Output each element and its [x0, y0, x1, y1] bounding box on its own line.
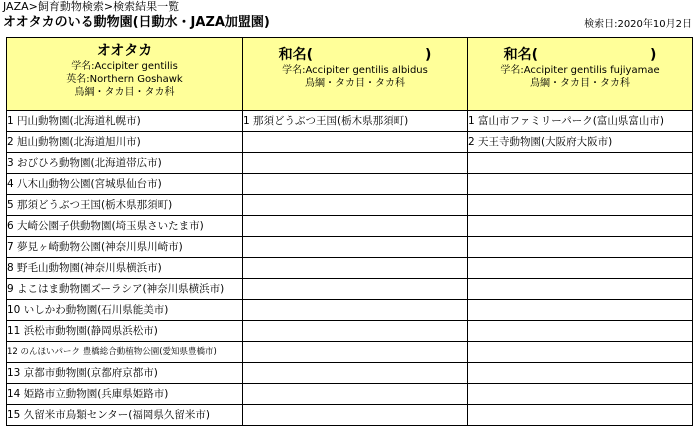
search-date: 検索日:2020年10月2日 — [584, 19, 692, 30]
taxonomy: 鳥綱・タカ目・タカ科 — [74, 87, 175, 98]
zoo-cell — [468, 321, 693, 342]
zoo-cell: 1 那須どうぶつ王国(栃木県那須町) — [243, 111, 468, 132]
zoo-cell — [243, 300, 468, 321]
zoo-cell — [243, 363, 468, 384]
subspecies-name: 和名( ) — [503, 47, 657, 63]
table-row — [7, 258, 693, 279]
zoo-cell — [243, 195, 468, 216]
zoo-cell: 8 野毛山動物園(神奈川県横浜市) — [7, 258, 243, 279]
zoo-cell: 5 那須どうぶつ王国(栃木県那須町) — [7, 195, 243, 216]
zoo-cell: 13 京都市動物園(京都府京都市) — [7, 363, 243, 384]
zoo-cell — [468, 195, 693, 216]
zoo-cell — [468, 174, 693, 195]
scientific-name: 学名:Accipiter gentilis albidus — [282, 65, 428, 76]
table-row — [7, 279, 693, 300]
table-row — [7, 321, 693, 342]
zoo-cell — [243, 258, 468, 279]
table-row — [7, 195, 693, 216]
subspecies-name: 和名( ) — [278, 47, 432, 63]
zoo-cell — [468, 216, 693, 237]
zoo-cell: 3 おびひろ動物園(北海道帯広市) — [7, 153, 243, 174]
zoo-cell — [468, 279, 693, 300]
zoo-cell: 2 旭山動物園(北海道旭川市) — [7, 132, 243, 153]
table-row — [7, 405, 693, 426]
breadcrumb[interactable]: JAZA>飼育動物検索>検索結果一覧 — [3, 0, 180, 13]
zoo-cell: 1 富山市ファミリーパーク(富山県富山市) — [468, 111, 693, 132]
zoo-cell: 2 天王寺動物園(大阪府大阪市) — [468, 132, 693, 153]
table-row — [7, 174, 693, 195]
zoo-cell — [468, 258, 693, 279]
zoo-cell — [243, 216, 468, 237]
header-row — [7, 38, 693, 111]
table-row — [7, 153, 693, 174]
zoo-cell — [243, 237, 468, 258]
table-row — [7, 384, 693, 405]
zoo-cell: 9 よこはま動物園ズーラシア(神奈川県横浜市) — [7, 279, 243, 300]
zoo-cell: 6 大崎公園子供動物園(埼玉県さいたま市) — [7, 216, 243, 237]
column-header-subspecies-fujiyamae — [468, 38, 693, 111]
zoo-cell — [468, 237, 693, 258]
table-row — [7, 300, 693, 321]
species-name: オオタカ — [96, 43, 153, 59]
zoo-cell — [468, 153, 693, 174]
column-header-subspecies-albidus — [243, 38, 468, 111]
zoo-cell — [243, 174, 468, 195]
zoo-cell — [243, 279, 468, 300]
zoo-cell: 14 姫路市立動物園(兵庫県姫路市) — [7, 384, 243, 405]
scientific-name: 学名:Accipiter gentilis fujiyamae — [500, 65, 660, 76]
zoo-cell: 7 夢見ヶ崎動物公園(神奈川県川崎市) — [7, 237, 243, 258]
zoo-cell — [243, 384, 468, 405]
scientific-name: 学名:Accipiter gentilis — [71, 61, 178, 72]
table-row — [7, 342, 693, 363]
table-row — [7, 216, 693, 237]
column-header-species — [7, 38, 243, 111]
table-row — [7, 132, 693, 153]
table-row — [7, 111, 693, 132]
zoo-cell: 4 八木山動物公園(宮城県仙台市) — [7, 174, 243, 195]
table-row — [7, 237, 693, 258]
zoo-cell — [468, 405, 693, 426]
zoo-cell — [243, 342, 468, 363]
taxonomy: 鳥綱・タカ目・タカ科 — [305, 78, 405, 89]
zoo-cell — [243, 321, 468, 342]
zoo-cell: 11 浜松市動物園(静岡県浜松市) — [7, 321, 243, 342]
table-row — [7, 363, 693, 384]
zoo-cell — [468, 300, 693, 321]
results-table — [6, 37, 693, 426]
zoo-cell — [468, 363, 693, 384]
zoo-cell — [243, 153, 468, 174]
zoo-cell — [243, 132, 468, 153]
zoo-cell — [243, 405, 468, 426]
zoo-cell — [468, 342, 693, 363]
english-name: 英名:Northern Goshawk — [66, 74, 183, 85]
taxonomy: 鳥綱・タカ目・タカ科 — [530, 78, 630, 89]
zoo-cell: 15 久留米市鳥類センター(福岡県久留米市) — [7, 405, 243, 426]
zoo-cell: 10 いしかわ動物園(石川県能美市) — [7, 300, 243, 321]
zoo-cell — [468, 384, 693, 405]
zoo-cell: 12 のんほいパーク 豊橋総合動植物公園(愛知県豊橋市) — [7, 342, 243, 363]
zoo-cell: 1 円山動物園(北海道札幌市) — [7, 111, 243, 132]
page-title: オオタカのいる動物園(日動水・JAZA加盟園) — [3, 15, 270, 30]
